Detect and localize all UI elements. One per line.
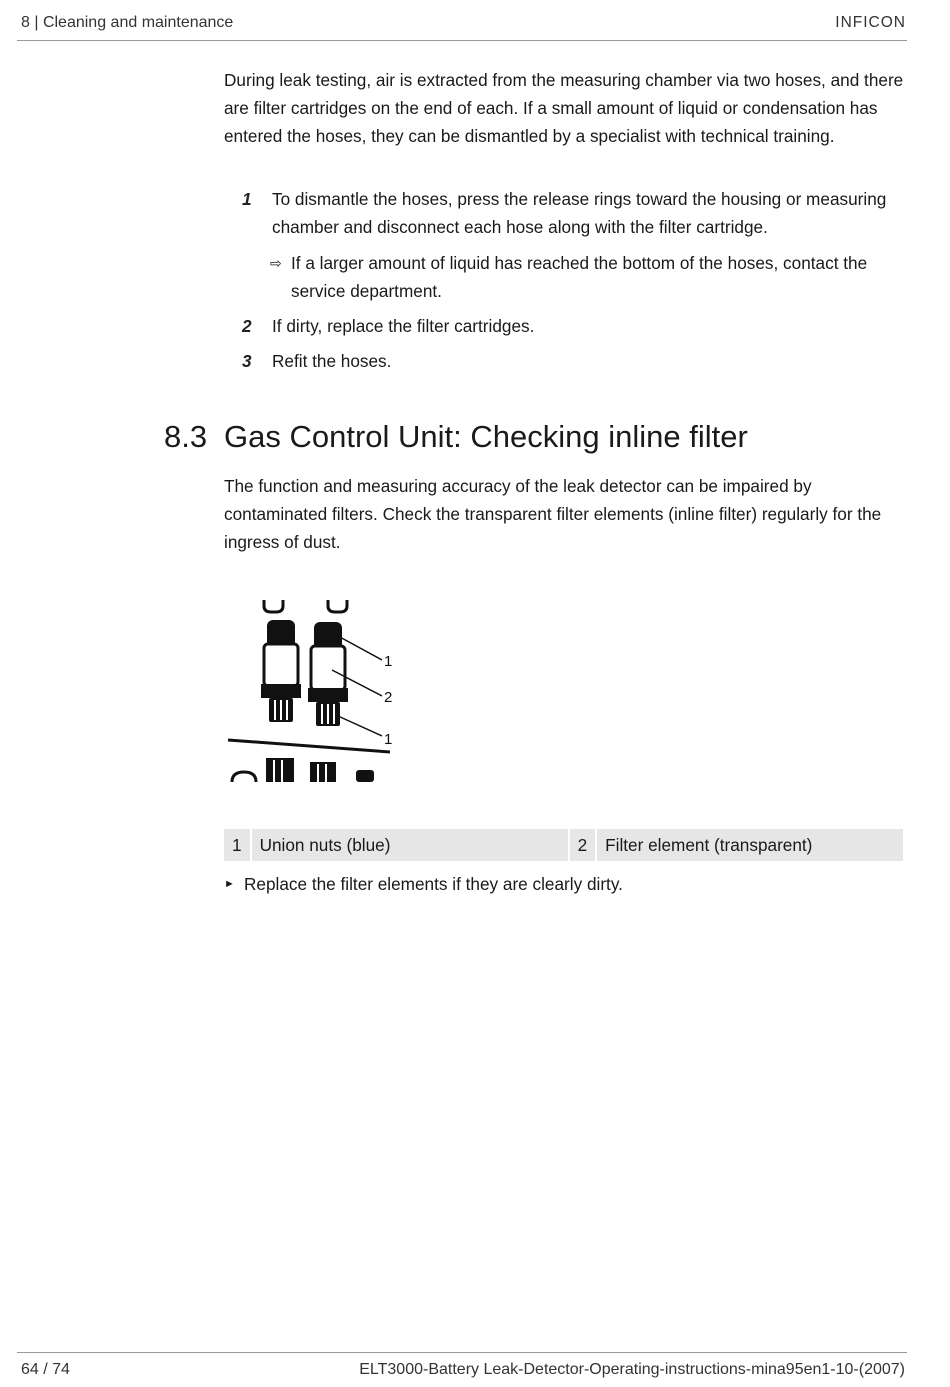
legend-row	[224, 829, 903, 861]
footer-document-id: ELT3000-Battery Leak-Detector-Operating-instructions-mina95en1-10-(2007)	[359, 1361, 905, 1378]
action-triangle-icon: ►	[224, 878, 235, 890]
header-brand: INFICON	[835, 14, 906, 31]
step-number: 3	[242, 351, 252, 371]
header-section-title: 8 | Cleaning and maintenance	[21, 14, 234, 31]
result-text: If a larger amount of liquid has reached the bottom of the hoses, contact the service department.	[291, 253, 868, 301]
legend-label: Union nuts (blue)	[251, 829, 569, 861]
step-number: 2	[242, 316, 252, 336]
action-text: Replace the filter elements if they are clearly dirty.	[244, 874, 623, 894]
callout-label: 1	[384, 653, 393, 670]
header-rule	[17, 40, 907, 41]
legend-number: 2	[569, 829, 597, 861]
footer-page-number: 64 / 74	[21, 1361, 70, 1378]
step-text: To dismantle the hoses, press the release rings toward the housing or measuring chamber and disconnect each hose along with the filter cartridge.	[272, 189, 887, 237]
figure-legend-table	[224, 829, 903, 861]
section-title: Gas Control Unit: Checking inline filter	[224, 419, 748, 454]
legend-label: Filter element (transparent)	[596, 829, 903, 861]
section-number: 8.3	[164, 419, 208, 454]
callout-label: 2	[384, 689, 393, 706]
callout-label: 1	[384, 731, 393, 748]
legend-number: 1	[224, 829, 251, 861]
step-text: If dirty, replace the filter cartridges.	[272, 316, 535, 336]
result-arrow-icon: ⇨	[270, 255, 282, 271]
section-paragraph: The function and measuring accuracy of the leak detector can be impaired by contaminated filters. Check the transparent filter elements (inline filter) regularly for the ingress of dust.	[224, 476, 882, 552]
inline-filter-figure	[224, 598, 400, 782]
step-text: Refit the hoses.	[272, 351, 392, 371]
footer-rule	[17, 1352, 907, 1353]
step-number: 1	[242, 189, 252, 209]
intro-paragraph: During leak testing, air is extracted from the measuring chamber via two hoses, and there are filter cartridges on the end of each. If a small amount of liquid or condensation has entered the hoses, they can be dismantled by a specialist with technical training.	[224, 70, 904, 146]
